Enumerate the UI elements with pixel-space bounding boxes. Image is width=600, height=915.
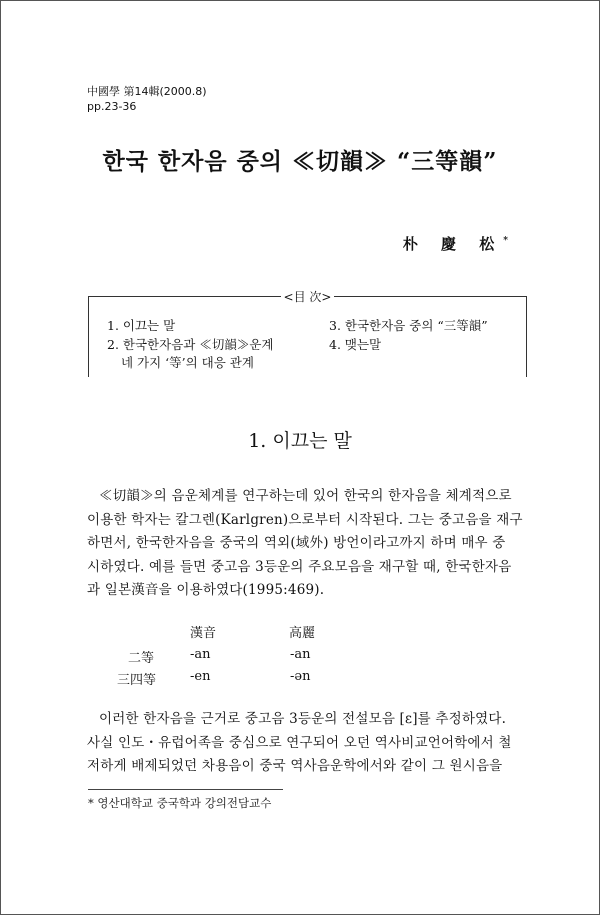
paragraph-1 <box>87 485 527 603</box>
table-header-kanon: 漢音 <box>190 626 217 641</box>
table-cell: -an <box>290 647 311 662</box>
footnote: * 영산대학교 중국학과 강의전담교수 <box>88 796 272 810</box>
table-cell: -an <box>190 647 211 662</box>
paragraph-2 <box>87 708 527 779</box>
toc-item-2-cont: 네 가지 ‘等’의 대응 관계 <box>121 355 254 370</box>
footnote-divider <box>88 789 283 790</box>
paragraph-line: 사실 인도・유럽어족을 중심으로 연구되어 오던 역사비교언어학에서 철 <box>87 734 512 751</box>
table-row-label: 二等 <box>128 651 155 666</box>
author <box>403 233 508 254</box>
paragraph-line: 과 일본漢音을 이용하였다(1995:469). <box>87 582 325 598</box>
table-cell: -en <box>190 669 211 684</box>
journal-pages: pp.23-36 <box>87 100 137 113</box>
author-footnote-mark: * <box>503 236 508 246</box>
toc-item-4: 4. 맺는말 <box>329 337 382 352</box>
toc-item-2: 2. 한국한자음과 ≪切韻≫운계 <box>107 337 274 352</box>
toc-item-1: 1. 이끄는 말 <box>107 318 176 333</box>
toc-item-3: 3. 한국한자음 중의 “三等韻” <box>329 318 488 333</box>
paragraph-line: 이용한 학자는 칼그렌(Karlgren)으로부터 시작된다. 그는 중고음을 재구 <box>87 511 523 528</box>
table-of-contents <box>88 290 527 377</box>
toc-label: <目 次> <box>89 288 526 305</box>
paragraph-line: 시하였다. 예를 들면 중고음 3등운의 주요모음을 재구할 때, 한국한자음 <box>87 558 512 575</box>
table-row-label: 三四等 <box>117 673 157 688</box>
section-heading: 1. 이끄는 말 <box>248 430 352 452</box>
paragraph-line: ≪切韻≫의 음운체계를 연구하는데 있어 한국의 한자음을 체계적으로 <box>99 488 512 504</box>
journal-info <box>87 84 207 114</box>
paragraph-line: 저하게 배제되었던 차용음이 중국 역사음운학에서와 같이 그 원시음을 <box>87 758 503 774</box>
journal-issue: 中國學 第14輯(2000.8) <box>87 85 207 98</box>
table-cell: -ən <box>290 669 311 684</box>
paragraph-line: 이러한 한자음을 근거로 중고음 3등운의 전설모음 [ε]를 추정하였다. <box>99 711 507 727</box>
paper-title: 한국 한자음 중의 ≪切韻≫ “三等韻” <box>102 148 498 175</box>
author-name: 朴 慶 松 <box>402 235 504 253</box>
table-header-korai: 高麗 <box>289 626 316 641</box>
paragraph-line: 하면서, 한국한자음을 중국의 역외(域外) 방언이라고까지 하며 매우 중 <box>87 535 506 551</box>
